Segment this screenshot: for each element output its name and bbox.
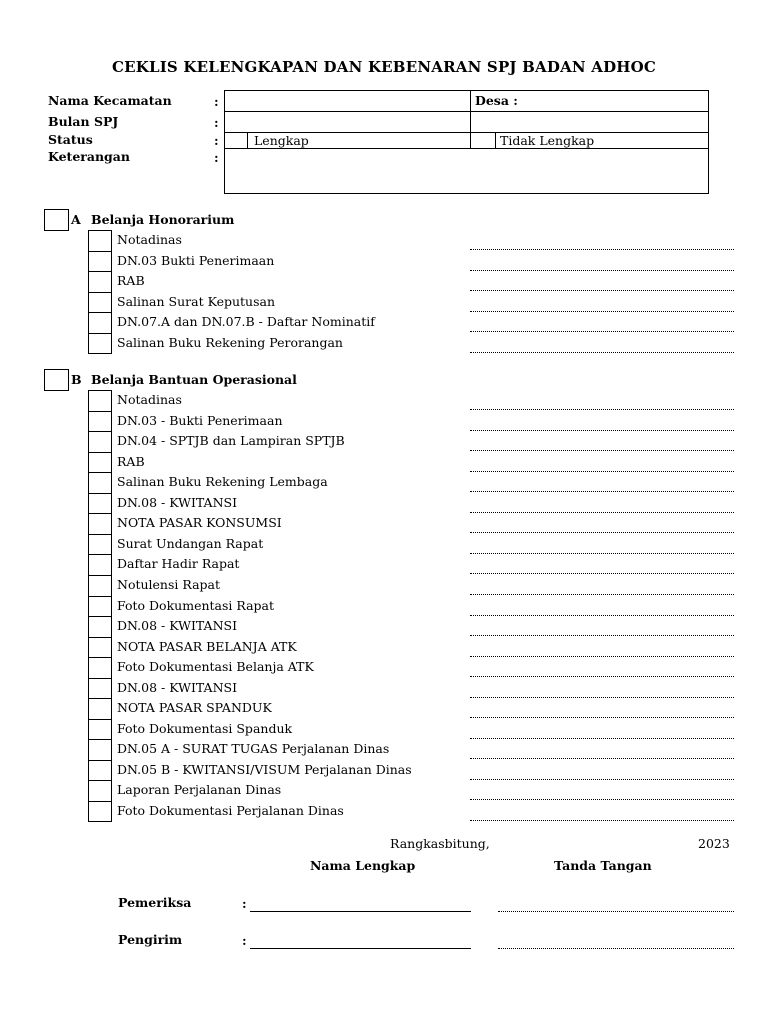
notes-dotted-line[interactable] — [470, 450, 734, 451]
section-b-title: Belanja Bantuan Operasional — [91, 372, 297, 387]
notes-dotted-line[interactable] — [470, 573, 734, 574]
item-checkbox[interactable] — [88, 575, 112, 597]
item-checkbox[interactable] — [88, 493, 112, 515]
notes-dotted-line[interactable] — [470, 512, 734, 513]
checklist-item-label: NOTA PASAR BELANJA ATK — [117, 638, 297, 654]
item-checkbox[interactable] — [88, 534, 112, 556]
tanda-tangan-heading: Tanda Tangan — [554, 858, 652, 873]
desa-field[interactable] — [470, 90, 709, 112]
section-a-checkbox[interactable] — [44, 209, 69, 231]
notes-dotted-line[interactable] — [470, 697, 734, 698]
item-checkbox[interactable] — [88, 513, 112, 535]
notes-dotted-line[interactable] — [470, 738, 734, 739]
section-a-title: Belanja Honorarium — [91, 212, 235, 227]
notes-dotted-line[interactable] — [470, 717, 734, 718]
tidak-lengkap-checkbox[interactable] — [470, 132, 496, 149]
notes-dotted-line[interactable] — [470, 352, 734, 353]
section-b-checkbox[interactable] — [44, 369, 69, 391]
checklist-item-label: RAB — [117, 273, 145, 289]
notes-dotted-line[interactable] — [470, 615, 734, 616]
pengirim-label: Pengirim — [118, 932, 183, 947]
checklist-item-label: Foto Dokumentasi Spanduk — [117, 720, 293, 736]
tidak-lengkap-label: Tidak Lengkap — [500, 133, 595, 148]
label-bulan-spj: Bulan SPJ — [48, 114, 119, 129]
item-checkbox[interactable] — [88, 739, 112, 761]
item-checkbox[interactable] — [88, 292, 112, 314]
label-nama-kecamatan: Nama Kecamatan — [48, 93, 172, 108]
nama-kecamatan-field[interactable] — [224, 90, 471, 112]
notes-dotted-line[interactable] — [470, 779, 734, 780]
checklist-item-label: Notadinas — [117, 392, 182, 407]
lengkap-option — [247, 132, 471, 149]
checklist-item-label: DN.03 - Bukti Penerimaan — [117, 412, 283, 428]
notes-dotted-line[interactable] — [470, 635, 734, 636]
item-checkbox[interactable] — [88, 596, 112, 618]
notes-dotted-line[interactable] — [470, 249, 734, 250]
item-checkbox[interactable] — [88, 333, 112, 354]
checklist-item-label: NOTA PASAR KONSUMSI — [117, 515, 282, 531]
notes-dotted-line[interactable] — [470, 270, 734, 271]
keterangan-textarea[interactable] — [224, 148, 709, 194]
checklist-item-label: Foto Dokumentasi Perjalanan Dinas — [117, 803, 344, 818]
checklist-item-label: Surat Undangan Rapat — [117, 535, 264, 551]
notes-dotted-line[interactable] — [470, 491, 734, 492]
colon: : — [214, 150, 219, 165]
checklist-item-label: DN.08 - KWITANSI — [117, 618, 238, 634]
item-checkbox[interactable] — [88, 312, 112, 334]
checklist-item-label: DN.07.A dan DN.07.B - Daftar Nominatif — [117, 314, 375, 330]
section-b-letter: B — [71, 372, 82, 387]
lengkap-label: Lengkap — [254, 133, 309, 148]
label-keterangan: Keterangan — [48, 149, 130, 164]
pengirim-name-line[interactable] — [250, 948, 471, 949]
item-checkbox[interactable] — [88, 637, 112, 659]
desa-label: Desa : — [475, 93, 518, 108]
checklist-item-label: Salinan Buku Rekening Perorangan — [117, 335, 343, 350]
checklist-item-label: Daftar Hadir Rapat — [117, 556, 240, 572]
notes-dotted-line[interactable] — [470, 676, 734, 677]
checklist-item-label: Notulensi Rapat — [117, 576, 220, 592]
item-checkbox[interactable] — [88, 230, 112, 252]
colon: : — [242, 933, 247, 948]
checklist-item-label: DN.08 - KWITANSI — [117, 679, 238, 695]
checklist-item-label: Notadinas — [117, 232, 182, 247]
page-title: CEKLIS KELENGKAPAN DAN KEBENARAN SPJ BADAN ADHOC — [111, 58, 657, 76]
notes-dotted-line[interactable] — [470, 471, 734, 472]
item-checkbox[interactable] — [88, 472, 112, 494]
item-checkbox[interactable] — [88, 390, 112, 412]
colon: : — [214, 94, 219, 109]
pengirim-signature-line[interactable] — [498, 948, 734, 949]
section-a-letter: A — [71, 212, 81, 227]
checklist-item-label: NOTA PASAR SPANDUK — [117, 700, 272, 716]
item-checkbox[interactable] — [88, 251, 112, 273]
checklist-item-label: RAB — [117, 453, 145, 469]
lengkap-checkbox[interactable] — [224, 132, 248, 149]
item-checkbox[interactable] — [88, 719, 112, 741]
checklist-item-label: DN.08 - KWITANSI — [117, 494, 238, 510]
checklist-item-label: Salinan Surat Keputusan — [117, 293, 276, 309]
notes-dotted-line[interactable] — [470, 799, 734, 800]
nama-lengkap-heading: Nama Lengkap — [310, 858, 416, 873]
colon: : — [214, 133, 219, 148]
checklist-item-label: Foto Dokumentasi Belanja ATK — [117, 659, 314, 675]
checklist-item-label: Salinan Buku Rekening Lembaga — [117, 474, 328, 490]
notes-dotted-line[interactable] — [470, 758, 734, 759]
bulan-spj-extra-field[interactable] — [470, 111, 709, 133]
item-checkbox[interactable] — [88, 678, 112, 700]
pemeriksa-signature-line[interactable] — [498, 911, 734, 912]
item-checkbox[interactable] — [88, 801, 112, 822]
notes-dotted-line[interactable] — [470, 331, 734, 332]
notes-dotted-line[interactable] — [470, 430, 734, 431]
colon: : — [214, 115, 219, 130]
item-checkbox[interactable] — [88, 657, 112, 679]
item-checkbox[interactable] — [88, 698, 112, 720]
notes-dotted-line[interactable] — [470, 409, 734, 410]
label-status: Status — [48, 132, 93, 147]
colon: : — [242, 896, 247, 911]
checklist-item-label: DN.03 Bukti Penerimaan — [117, 252, 275, 268]
checklist-item-label: Foto Dokumentasi Rapat — [117, 597, 275, 613]
year-text: 2023 — [698, 836, 730, 851]
bulan-spj-field[interactable] — [224, 111, 471, 133]
place-text: Rangkasbitung, — [390, 836, 490, 851]
item-checkbox[interactable] — [88, 554, 112, 576]
notes-dotted-line[interactable] — [470, 820, 734, 821]
item-checkbox[interactable] — [88, 411, 112, 433]
pemeriksa-name-line[interactable] — [250, 911, 471, 912]
item-checkbox[interactable] — [88, 760, 112, 782]
item-checkbox[interactable] — [88, 780, 112, 802]
notes-dotted-line[interactable] — [470, 532, 734, 533]
item-checkbox[interactable] — [88, 431, 112, 453]
checklist-item-label: DN.05 B - KWITANSI/VISUM Perjalanan Dinas — [117, 761, 412, 777]
tidak-lengkap-option — [495, 132, 709, 149]
notes-dotted-line[interactable] — [470, 594, 734, 595]
item-checkbox[interactable] — [88, 452, 112, 474]
checklist-item-label: DN.04 - SPTJB dan Lampiran SPTJB — [117, 433, 345, 449]
notes-dotted-line[interactable] — [470, 553, 734, 554]
notes-dotted-line[interactable] — [470, 290, 734, 291]
item-checkbox[interactable] — [88, 271, 112, 293]
notes-dotted-line[interactable] — [470, 311, 734, 312]
checklist-item-label: Laporan Perjalanan Dinas — [117, 782, 282, 798]
notes-dotted-line[interactable] — [470, 656, 734, 657]
pemeriksa-label: Pemeriksa — [118, 895, 192, 910]
checklist-item-label: DN.05 A - SURAT TUGAS Perjalanan Dinas — [117, 741, 390, 757]
item-checkbox[interactable] — [88, 616, 112, 638]
